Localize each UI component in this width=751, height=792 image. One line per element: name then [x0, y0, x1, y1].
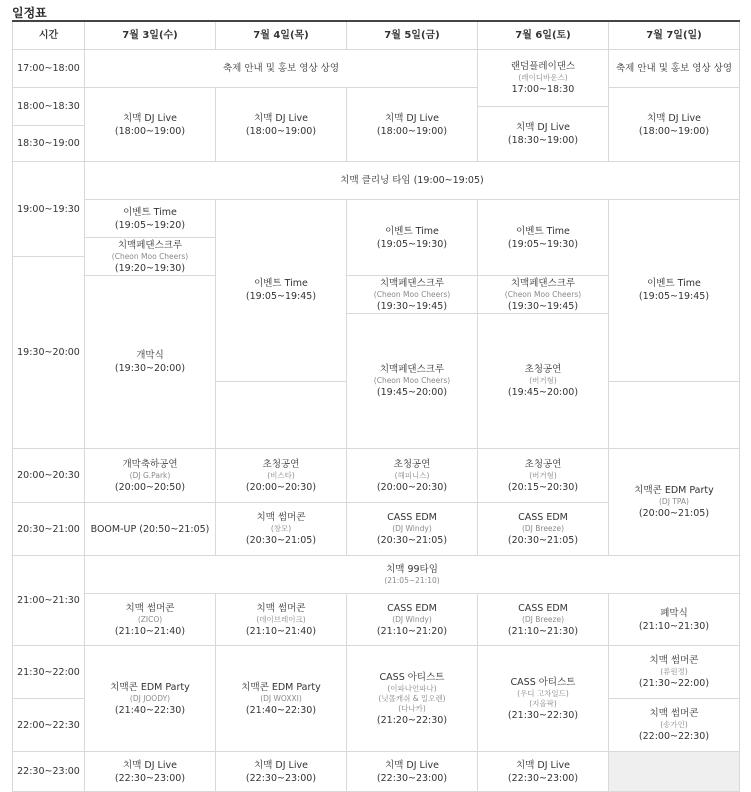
cell-text: 초청공연 [393, 458, 431, 470]
cell-text: (20:30~21:05) [507, 535, 579, 546]
cell-text: CASS EDM [518, 602, 568, 614]
cell-text: (21:10~21:30) [507, 625, 579, 637]
schedule-cell [216, 449, 347, 503]
table-row [13, 646, 740, 673]
column-header-day: 7월 5일(금) [347, 21, 478, 50]
time-slot: 20:00~20:30 [13, 449, 85, 503]
schedule-cell [478, 276, 609, 314]
cell-text: BOOM-UP (20:50~21:05) [90, 523, 210, 535]
cell-text: 치맥페댄스크루 [117, 239, 183, 251]
cell-text: (19:30~19:45) [507, 300, 579, 312]
cell-text: (21:40~22:30) [245, 704, 317, 716]
performer-label: (DJ Breeze) [521, 524, 565, 533]
schedule-cell [478, 646, 609, 752]
table-row [13, 449, 740, 476]
performer-label: (ZICO) [137, 614, 163, 624]
schedule-cell [347, 200, 478, 276]
schedule-cell [478, 314, 609, 449]
schedule-cell [347, 449, 478, 503]
cell-text: CASS EDM [387, 602, 437, 614]
table-row [13, 556, 740, 575]
cell-text: (19:05~19:45) [245, 291, 317, 303]
cell-text: (20:00~21:05) [638, 508, 710, 519]
cell-text: (19:05~19:30) [507, 238, 579, 250]
schedule-cell [216, 503, 347, 556]
performer-label: (Cheon Moo Cheers) [504, 289, 582, 299]
cell-text: 이벤트 Time [254, 278, 308, 290]
cell-text: 치맥 썸머콘 [649, 655, 699, 666]
column-header-day: 7월 6일(토) [478, 21, 609, 50]
cell-text: 치맥 DJ Live [254, 759, 308, 771]
schedule-cell [609, 449, 740, 556]
cell-text: CASS 아티스트 [510, 676, 576, 688]
schedule-cell [478, 200, 609, 276]
table-row [13, 50, 740, 69]
cell-text: 이벤트 Time [647, 278, 701, 290]
cell-text: 초청공연 [262, 458, 300, 470]
cell-text: 축제 안내 및 홍보 영상 상영 [615, 63, 733, 74]
cell-text: (19:30~20:00) [114, 363, 186, 374]
table-row [13, 594, 740, 620]
cell-text: 치맥 DJ Live [254, 112, 308, 124]
cell-text: 치맥 DJ Live [385, 112, 439, 124]
schedule-cell [347, 88, 478, 162]
cell-text: 폐막식 [660, 607, 688, 619]
cell-text: (20:30~21:05) [376, 535, 448, 546]
cell-text: 치맥콘 EDM Party [634, 485, 714, 496]
schedule-cell [609, 646, 740, 699]
cell-text: 개막식 [136, 350, 164, 361]
schedule-cell [478, 107, 609, 162]
cell-text: (18:00~19:00) [245, 125, 317, 137]
performer-label: (송가인) [660, 720, 688, 729]
schedule-cell [85, 238, 216, 276]
cell-text: 축제 안내 및 홍보 영상 상영 [222, 63, 340, 74]
schedule-cell [85, 88, 216, 162]
cell-text: (19:45~20:00) [376, 387, 448, 398]
cell-text: (20:00~20:30) [376, 481, 448, 493]
cell-text: 치맥 DJ Live [123, 112, 177, 124]
performer-label: (비스타) [267, 470, 295, 480]
schedule-cell [478, 752, 609, 792]
schedule-cell [347, 276, 478, 314]
schedule-cell [85, 276, 216, 449]
performer-label: (DJ JOODY) [129, 693, 171, 703]
schedule-cell [478, 50, 609, 107]
table-row [13, 752, 740, 772]
schedule-cell [216, 200, 347, 382]
schedule-cell [216, 88, 347, 162]
column-header-day: 7월 3일(수) [85, 21, 216, 50]
cell-text: (20:00~20:30) [245, 481, 317, 493]
schedule-cell [85, 50, 478, 88]
column-header-day: 7월 7일(일) [609, 21, 740, 50]
cell-text: (21:30~22:00) [638, 678, 710, 689]
cell-text: 이벤트 Time (19:05~19:20) [114, 206, 186, 231]
performer-label: (DJ Windy) [392, 614, 432, 624]
time-slot: 22:30~23:00 [13, 752, 85, 792]
cell-text: 치맥 DJ Live (18:30~19:00) [507, 122, 579, 146]
cell-text: (21:40~22:30) [114, 704, 186, 716]
schedule-cell [347, 646, 478, 752]
performer-label: (DJ WOXXI) [260, 693, 302, 703]
table-row [13, 200, 740, 219]
column-header-time: 시간 [13, 21, 85, 50]
cell-text: 초청공연 [524, 458, 562, 470]
time-slot: 21:30~22:00 [13, 646, 85, 699]
page-title: 일정표 [12, 6, 47, 20]
cell-text: 치맥페댄스크루 [379, 364, 445, 375]
cell-text: (21:10~21:30) [638, 620, 710, 632]
cell-text: (19:45~20:00) [507, 387, 579, 398]
schedule-cell [478, 594, 609, 646]
cell-text: (20:30~21:05) [245, 535, 317, 546]
cell-text: (18:00~19:00) [638, 125, 710, 137]
cell-text: 치맥 썸머콘 [125, 602, 175, 614]
performer-label: (Cheon Moo Cheers) [373, 376, 451, 385]
schedule-cell [85, 594, 216, 646]
cell-text: (20:15~20:30) [507, 481, 579, 493]
performer-label: (이파나언파나) [387, 683, 437, 693]
cell-text: CASS EDM [518, 512, 568, 523]
time-slot: 22:00~22:30 [13, 699, 85, 752]
schedule-cell [85, 162, 740, 200]
cell-text: 치맥 DJ Live [647, 112, 701, 124]
cell-text: (22:30~23:00) [245, 772, 317, 784]
cell-text: 치맥 썸머콘 [256, 602, 306, 614]
cell-text: (18:00~19:00) [376, 125, 448, 137]
cell-text: 치맥 DJ Live [385, 759, 439, 771]
cell-text: 치맥콘 EDM Party [110, 681, 190, 693]
schedule-cell [85, 449, 216, 503]
cell-text: 치맥 DJ Live [123, 759, 177, 771]
cell-text: (21:10~21:20) [376, 625, 448, 637]
performer-label: (Cheon Moo Cheers) [111, 251, 189, 261]
cell-text: 치맥 클리닝 타임 (19:00~19:05) [340, 175, 484, 186]
cell-text: (19:30~19:45) [376, 300, 448, 312]
schedule-cell [347, 594, 478, 646]
cell-text: (22:00~22:30) [638, 731, 710, 742]
performer-label: (레이디바운스) [518, 73, 568, 82]
schedule-table [12, 20, 740, 792]
performer-label: (DJ Breeze) [521, 614, 565, 624]
cell-text: 이벤트 Time [516, 225, 570, 237]
empty-cell [609, 752, 740, 792]
schedule-cell [609, 200, 740, 382]
performer-label: (Cheon Moo Cheers) [373, 289, 451, 299]
schedule-cell [85, 556, 740, 594]
cell-text: CASS EDM [387, 512, 437, 523]
schedule-cell [85, 200, 216, 238]
cell-text: 랜덤플레이댄스 [510, 61, 576, 72]
schedule-cell [478, 449, 609, 503]
schedule-cell [85, 646, 216, 752]
table-row [13, 88, 740, 107]
performer-label: (DJ TPA) [659, 497, 689, 506]
schedule-cell [609, 50, 740, 88]
schedule-cell [347, 752, 478, 792]
schedule-cell [347, 314, 478, 449]
performer-label: (21:05~21:10) [384, 576, 440, 585]
cell-text: 치맥 DJ Live [516, 759, 570, 771]
performer-label: (DJ Windy) [392, 524, 432, 533]
cell-text: (22:30~23:00) [507, 772, 579, 784]
schedule-cell [85, 503, 216, 556]
performer-label: (우디 고차일드) [517, 688, 569, 698]
schedule-cell [216, 594, 347, 646]
cell-text: 17:00~18:30 [511, 84, 575, 95]
performer-label: (버거형) [529, 376, 557, 385]
cell-text: (21:20~22:30) [376, 714, 448, 726]
schedule-cell [347, 503, 478, 556]
cell-text: 치맥 썸머콘 [649, 708, 699, 719]
cell-text: (21:10~21:40) [114, 625, 186, 637]
cell-text: 이벤트 Time [385, 225, 439, 237]
time-slot: 20:30~21:00 [13, 503, 85, 556]
column-header-day: 7월 4일(목) [216, 21, 347, 50]
cell-text: (19:20~19:30) [114, 262, 186, 274]
performer-label: (다나카) [398, 703, 426, 713]
time-slot: 19:00~19:30 [13, 162, 85, 257]
time-slot: 18:30~19:00 [13, 126, 85, 162]
performer-label: (DJ G.Park) [129, 470, 171, 480]
cell-text: (22:30~23:00) [114, 772, 186, 784]
performer-label: (해피니스) [394, 470, 430, 480]
performer-label: (닛몰캐쉬 & 밀오렌) [378, 693, 446, 703]
schedule-cell [216, 646, 347, 752]
cell-text: (20:00~20:50) [114, 481, 186, 493]
performer-label: (지올팍) [529, 698, 557, 708]
time-slot: 18:00~18:30 [13, 88, 85, 126]
cell-text: 치맥콘 EDM Party [241, 681, 321, 693]
performer-label: (버거형) [529, 470, 557, 480]
header-row [13, 21, 740, 50]
cell-text: (19:05~19:30) [376, 238, 448, 250]
cell-text: (21:10~21:40) [245, 625, 317, 637]
cell-text: (18:00~19:00) [114, 125, 186, 137]
time-slot: 17:00~18:00 [13, 50, 85, 88]
cell-text: 개막축하공연 [122, 458, 178, 470]
performer-label: (창모) [270, 524, 292, 533]
time-slot: 21:00~21:30 [13, 556, 85, 646]
cell-text: 초청공연 [524, 364, 562, 375]
schedule-cell [609, 594, 740, 646]
table-row [13, 162, 740, 181]
cell-text: 치맥 99타임 [386, 564, 438, 575]
cell-text: (21:30~22:30) [507, 709, 579, 721]
performer-label: (데이브레이크) [256, 614, 306, 624]
time-slot: 19:30~20:00 [13, 257, 85, 449]
cell-text: (22:30~23:00) [376, 772, 448, 784]
schedule-cell [85, 752, 216, 792]
schedule-cell [216, 752, 347, 792]
cell-text: CASS 아티스트 [379, 671, 445, 683]
performer-label: (류원정) [660, 667, 688, 676]
cell-text: 치맥 썸머콘 [256, 512, 306, 523]
schedule-cell [609, 88, 740, 162]
cell-text: 치맥페댄스크루 [510, 277, 576, 289]
schedule-cell [609, 699, 740, 752]
cell-text: (19:05~19:45) [638, 291, 710, 303]
schedule-cell [478, 503, 609, 556]
cell-text: 치맥페댄스크루 [379, 277, 445, 289]
